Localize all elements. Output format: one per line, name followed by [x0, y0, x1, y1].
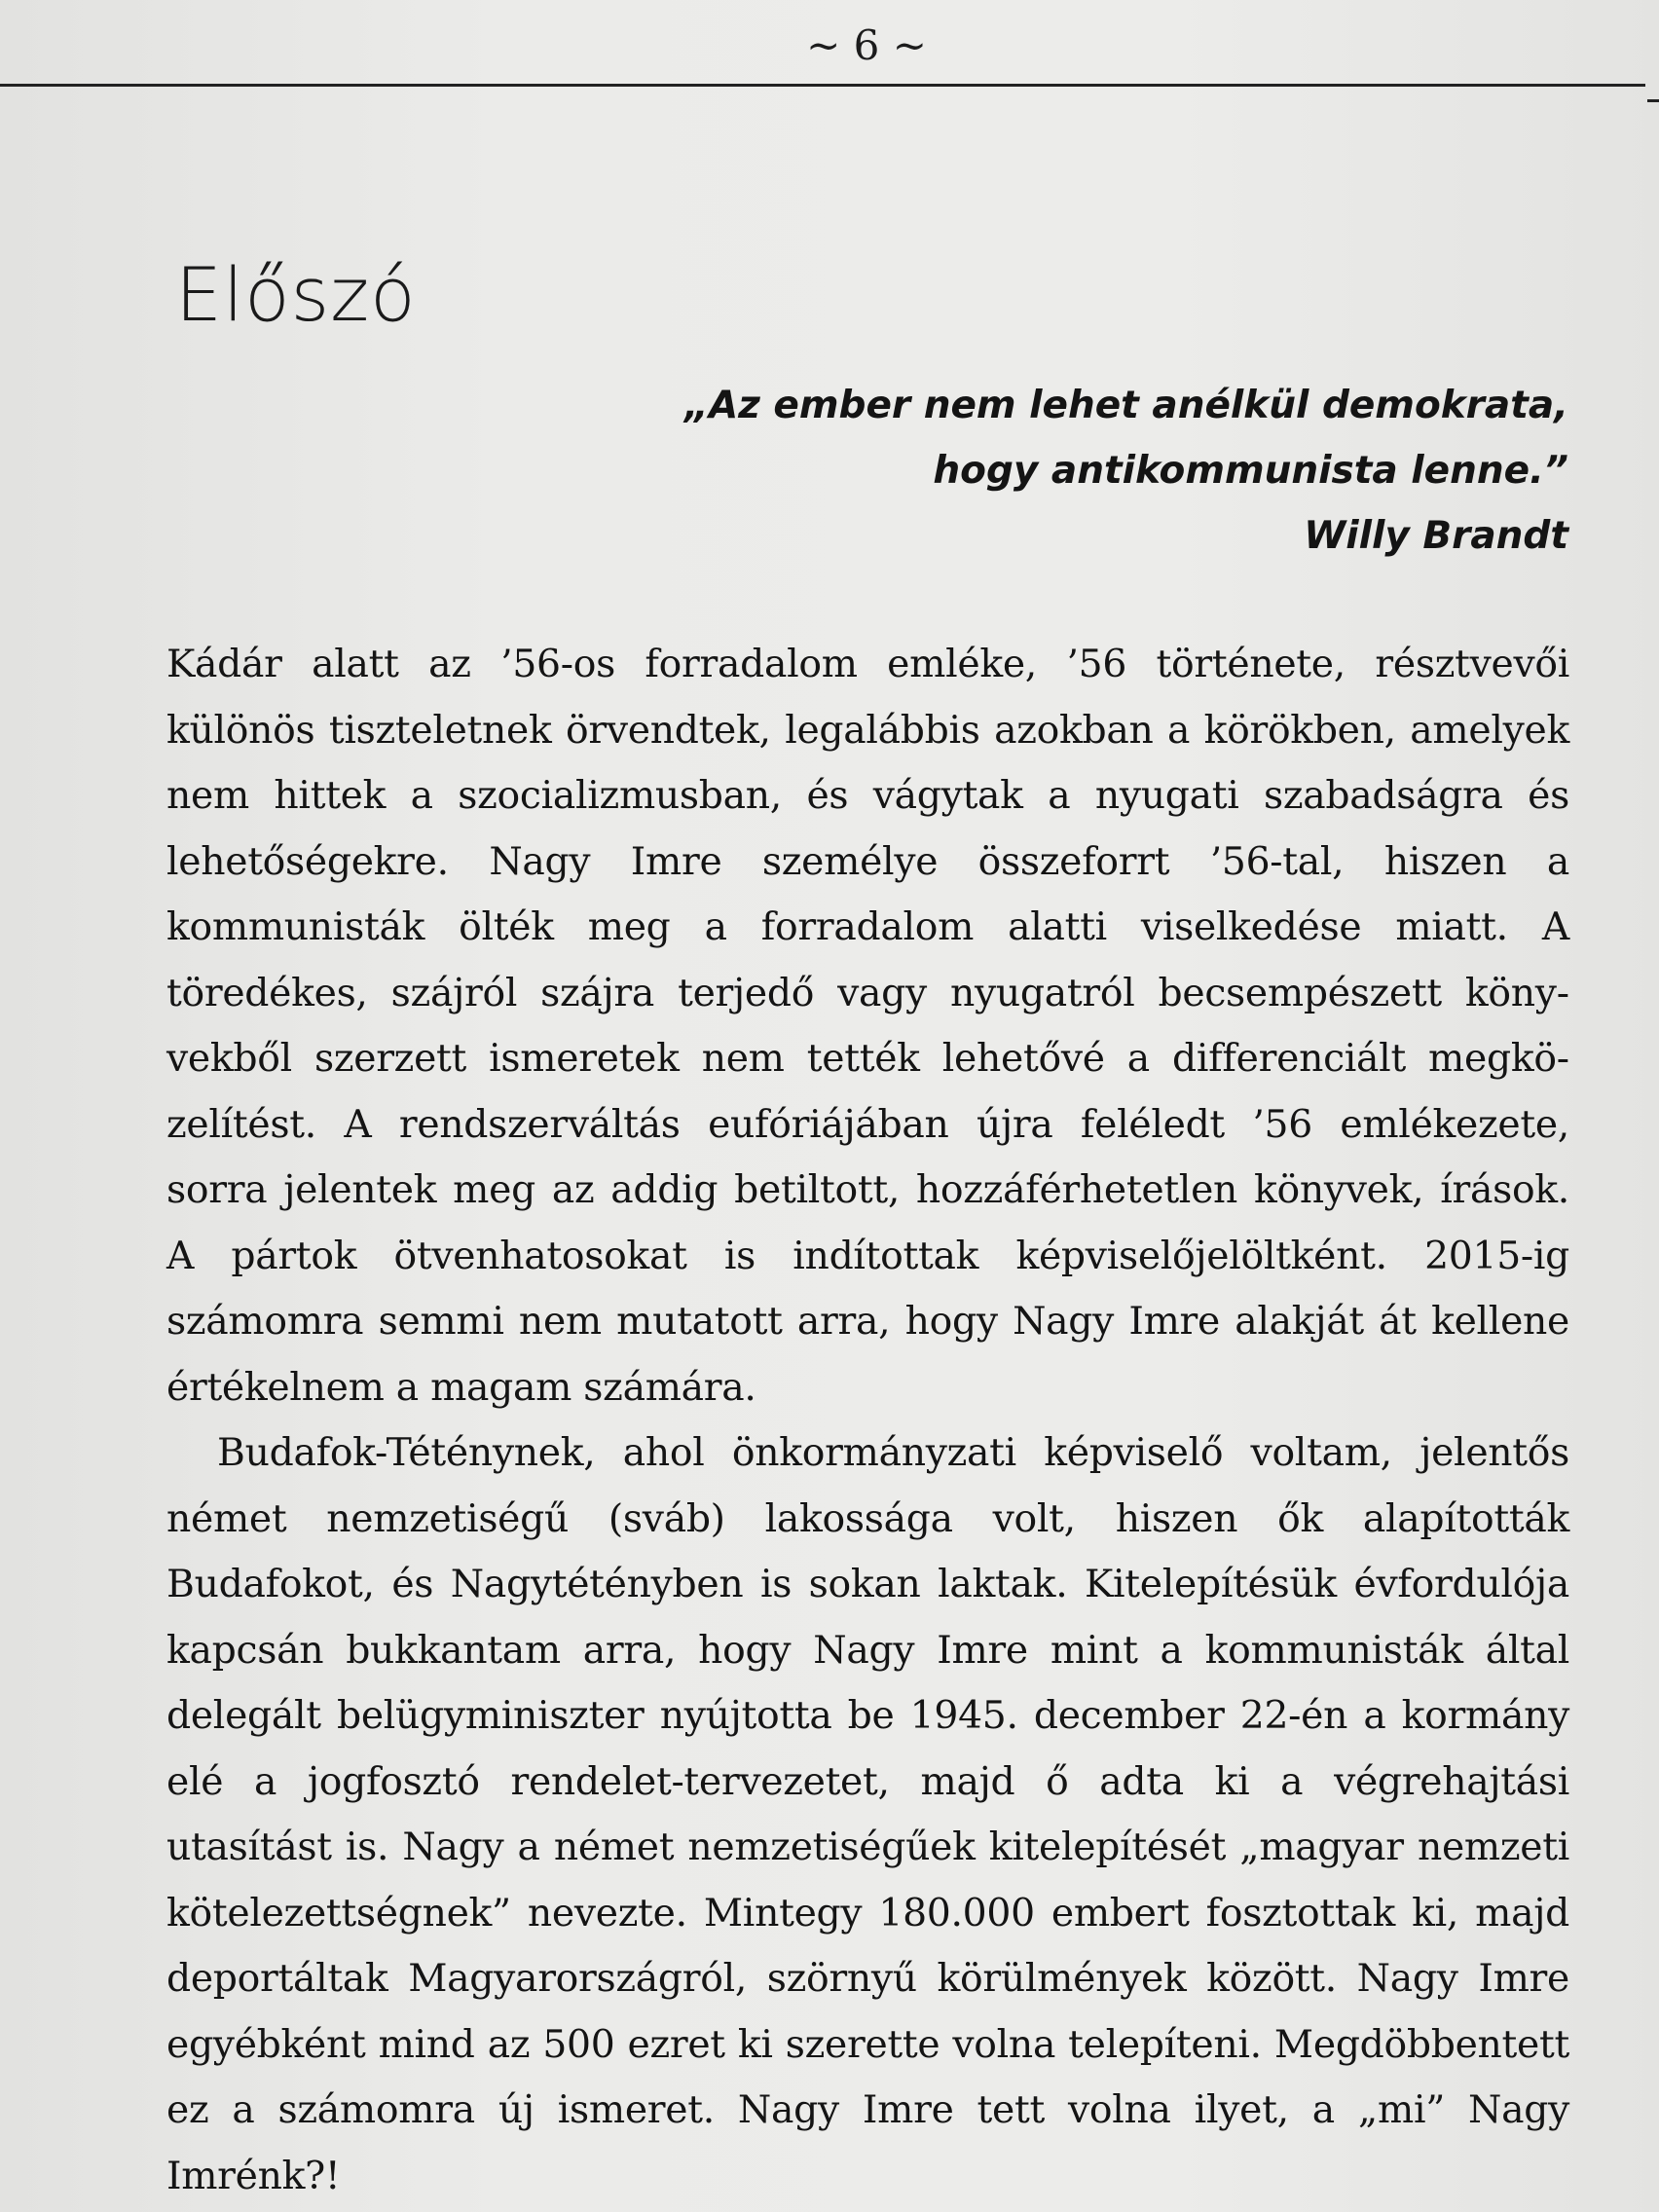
- paragraph-1: Kádár alatt az ’56-os forradalom emléke, ’56 története, résztvevői különös tiszteletnek örvendtek, legalábbis azokban a körökben, amelyek nem hittek a szocializmusban, és vágytak a nyugati szabadságra és lehetőségekre. Nagy Imre személye összeforrt ’56-tal, hiszen a kommunisták ölték meg a forradalom alatti viselkedése miatt. A töredékes, szájról szájra terjedő vagy nyugatról becsempészett könyvekből szerzett ismeretek nem tették lehetővé a differenciált megközelítést. A rendszerváltás eufóriájában újra feléledt ’56 emlékezete, sorra jelentek meg az addig betiltott, hozzáférhetetlen könyvek, írások. A pártok ötvenhatosokat is indítottak képviselőjelöltként. 2015-ig számomra semmi nem mutatott arra, hogy Nagy Imre alakját át kellene értékelnem a magam számára.: [166, 643, 1569, 1410]
- epigraph-line-2: hogy antikommunista lenne.”: [933, 449, 1568, 493]
- epigraph-author: Willy Brandt: [1304, 514, 1568, 558]
- header-rule: [0, 84, 1645, 87]
- show-through-shadow: [1526, 239, 1552, 329]
- edge-mark: [1647, 99, 1659, 102]
- body-text: [166, 632, 1569, 2209]
- paragraph-2: Budafok-Téténynek, ahol önkormányzati képviselő voltam, jelentős német nemzetiségű (sváb) lakossága volt, hiszen ők alapították Budafokot, és Nagytétényben is sokan laktak. Kitelepítésük évfordulója kapcsán bukkantam arra, hogy Nagy Imre mint a kommunisták által delegált belügyminiszter nyújtotta be 1945. december 22-én a kormány elé a jogfosztó rendelet-tervezetet, majd ő adta ki a végrehajtási utasítást is. Nagy a német nemzetiségűek kitelepítését „magyar nemzeti kötelezettségnek” nevezte. Mintegy 180.000 embert fosztottak ki, majd deportáltak Magyarországról, szörnyű körülmények között. Nagy Imre egyébként mind az 500 ezret ki szerette volna telepíteni. Megdöbbentett ez a számomra új ismeret. Nagy Imre tett volna ilyet, a „mi” Nagy Imrénk?!: [166, 1431, 1569, 2198]
- page-number: ~ 6 ~: [806, 21, 927, 69]
- epigraph-line-1: „Az ember nem lehet anélkül demokrata,: [683, 384, 1568, 427]
- epigraph: [684, 373, 1568, 569]
- chapter-title: Előszó: [175, 251, 417, 338]
